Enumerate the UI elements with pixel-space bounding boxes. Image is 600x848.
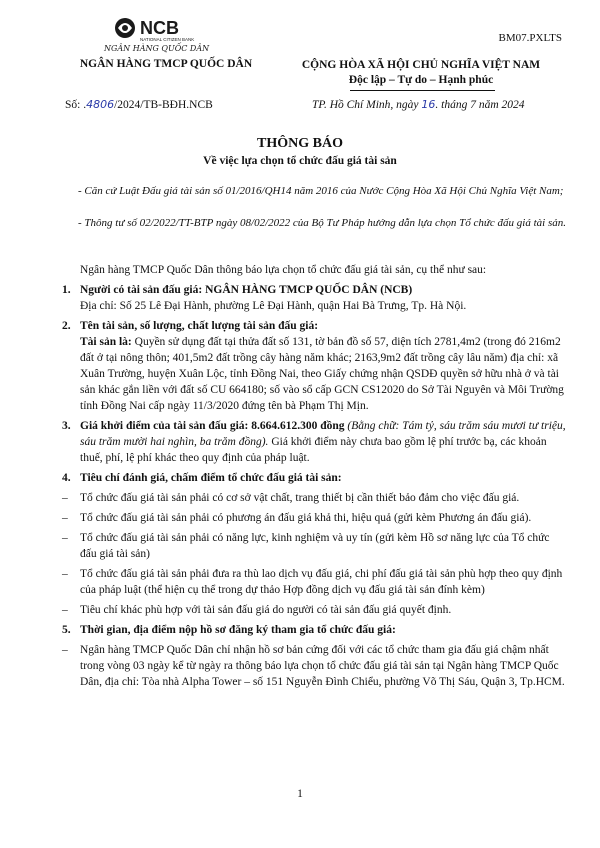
section-2-heading: 2. Tên tài sản, số lượng, chất lượng tài sản đấu giá: [62, 320, 319, 332]
motto: Độc lập – Tự do – Hạnh phúc [348, 74, 494, 86]
section-4-heading: 4. Tiêu chí đánh giá, chấm điểm tổ chức đấu giá tài sản: [62, 472, 342, 484]
number-prefix: Số: . [65, 99, 87, 111]
document-date [312, 98, 525, 111]
republic-name: CỘNG HÒA XÃ HỘI CHỦ NGHĨA VIỆT NAM [301, 59, 541, 71]
section-2-body [62, 334, 567, 414]
section-5-heading: 5. Thời gian, địa điểm nộp hồ sơ đăng ký tham gia tổ chức đấu giá: [62, 624, 396, 636]
section-1-body: Địa chỉ: Số 25 Lê Đại Hành, phường Lê Đại Hành, quận Hai Bà Trưng, Tp. Hà Nội. [80, 300, 467, 312]
logo-tagline: NATIONAL CITIZEN BANK [140, 37, 195, 42]
asset-label: Tài sản là: [80, 336, 132, 348]
ncb-logo [100, 14, 230, 54]
document-body [62, 262, 567, 690]
criteria-item: – Tổ chức đấu giá tài sản phải đưa ra thù lao dịch vụ đấu giá, chi phí đấu giá tài sản phù hợp theo quy định của pháp luật (thể hiện cụ thể trong dự thảo Hợp đồng dịch vụ đấu giá tài sản đính kèm) [62, 568, 563, 596]
criteria-item: – Tiêu chí khác phù hợp với tài sản đấu giá do người có tài sản đấu giá quyết định. [62, 604, 452, 616]
document-title: THÔNG BÁO [257, 136, 343, 151]
document-subtitle: Về việc lựa chọn tổ chức đấu giá tài sản [203, 155, 397, 167]
section-1-heading: 1. Người có tài sản đấu giá: NGÂN HÀNG TMCP QUỐC DÂN (NCB) [62, 284, 413, 296]
document-number [65, 98, 213, 111]
basis-item-2: - Thông tư số 02/2022/TT-BTP ngày 08/02/2022 của Bộ Tư Pháp hướng dẫn lựa chọn Tổ chức đấu giá tài sản. [78, 217, 566, 229]
asset-description: Quyền sử dụng đất tại thửa đất số 131, tờ bản đồ số 57, diện tích 2781,4m2 (trong đó 216m2 đất ở tại nông thôn; 401,5m2 đất trồng cây hàng năm khác; 2163,9m2 đất trồng cây lâu năm) địa chỉ: xã Xuân Trường, huyện Xuân Lộc, tỉnh Đồng Nai, theo Giấy chứng nhận QSDĐ quyền sở hữu nhà ở và tài sản khác gắn liền với đất số CU 664180; số vào sổ cấp GCN CS12020 do Sở Tài Nguyên và Môi Trường tỉnh Đồng Nai cấp ngày 11/3/2020 đứng tên bà Phạm Thị Mịn. [80, 336, 564, 412]
republic-header [276, 58, 566, 88]
starting-price: Giá khởi điểm của tài sản đấu giá: 8.664.612.300 đồng [80, 420, 345, 432]
date-suffix: . tháng 7 năm 2024 [435, 99, 525, 111]
criteria-item: – Tổ chức đấu giá tài sản phải có năng lực, kinh nghiệm và uy tín (gửi kèm Hồ sơ năng lực của Tổ chức đấu giá tài sản) [62, 532, 550, 560]
motto-underline [350, 90, 495, 91]
page-number: 1 [297, 788, 303, 800]
intro-paragraph: Ngân hàng TMCP Quốc Dân thông báo lựa chọn tổ chức đấu giá tài sản, cụ thể như sau: [80, 264, 487, 276]
number-suffix: /2024/TB-BĐH.NCB [114, 99, 213, 111]
section-3-heading: 3. Giá khởi điểm của tài sản đấu giá: 8.664.612.300 đồng (Bằng chữ: Tám tỷ, sáu trăm sáu mươi tư triệu, sáu trăm mười hai nghìn, ba trăm đồng). Giá khởi điểm này chưa bao gồm lệ phí trước bạ, các khoản thuế, phí, lệ phí khác theo quy định của pháp luật. [62, 420, 566, 464]
submission-item: – Ngân hàng TMCP Quốc Dân chỉ nhận hồ sơ bản cứng đối với các tổ chức tham gia đấu giá chậm nhất trong vòng 03 ngày kể từ ngày ra thông báo lựa chọn tổ chức đấu giá tài sản tại Ngân hàng TMCP Quốc Dân, địa chỉ: Tòa nhà Alpha Tower – số 151 Nguyễn Đình Chiểu, phường Võ Thị Sáu, Quận 3, Tp.HCM. [62, 644, 565, 688]
criteria-item: – Tổ chức đấu giá tài sản phải có cơ sở vật chất, trang thiết bị cần thiết bảo đảm cho việc đấu giá. [62, 492, 520, 504]
form-code: BM07.PXLTS [498, 32, 562, 44]
date-handwritten: 16 [421, 98, 436, 111]
basis-item-1: - Căn cứ Luật Đấu giá tài sản số 01/2016/QH14 năm 2016 của Nước Cộng Hòa Xã Hội Chủ Nghĩa Việt Nam; [78, 185, 564, 197]
date-prefix: TP. Hồ Chí Minh, ngày [312, 99, 422, 111]
bank-name: NGÂN HÀNG TMCP QUỐC DÂN [79, 58, 253, 70]
starting-price-words: (Bằng chữ: Tám tỷ, sáu trăm sáu mươi tư triệu, sáu trăm mười hai nghìn, ba trăm đồng). [80, 420, 566, 448]
criteria-item: – Tổ chức đấu giá tài sản phải có phương án đấu giá khả thi, hiệu quả (gửi kèm Phương án đấu giá). [62, 512, 532, 524]
logo-subtitle: NGÂN HÀNG QUỐC DÂN [104, 44, 210, 53]
number-handwritten: 4806 [86, 98, 115, 111]
logo-text: NCB [140, 18, 179, 38]
starting-price-note: Giá khởi điểm này chưa bao gồm lệ phí trước bạ, các khoản thuế, phí, lệ phí khác theo quy định của pháp luật. [80, 436, 547, 464]
